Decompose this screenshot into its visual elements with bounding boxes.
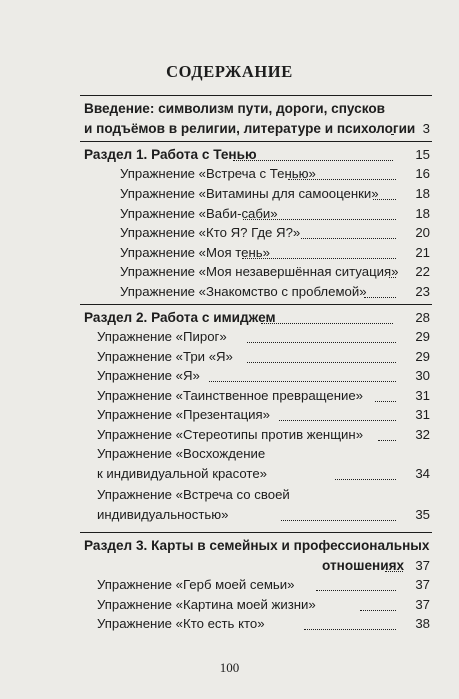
toc-exercise-entry[interactable] [120,184,430,204]
dot-leader [385,571,403,572]
toc-exercise-entry[interactable] [97,614,430,634]
toc-exercise-entry[interactable] [97,327,430,347]
toc-page-number: 18 [415,206,430,221]
dot-leader [279,420,396,421]
toc-exercise-entry[interactable] [120,164,430,184]
dot-leader [378,440,396,441]
section-rule [80,141,432,142]
toc-exercise-entry[interactable] [97,347,430,367]
toc-page-number: 28 [415,310,430,325]
toc-entry-title: Упражнение «Встреча со своей [97,487,290,502]
toc-entry-title: индивидуальностью» [97,507,229,522]
toc-page-number: 18 [415,186,430,201]
toc-page-number: 32 [415,427,430,442]
toc-page-number: 20 [415,225,430,240]
dot-leader [389,277,396,278]
page-title: СОДЕРЖАНИЕ [166,62,293,81]
dot-leader [360,610,396,611]
toc-entry-title: к индивидуальной красоте» [97,466,267,481]
toc-entry-title: Упражнение «Восхождение [97,446,266,461]
toc-exercise-entry[interactable] [97,405,430,425]
toc-exercise-entry[interactable] [97,595,430,615]
dot-leader [373,199,396,200]
dot-leader [288,179,396,180]
toc-page-number: 15 [415,147,430,162]
toc-page-number: 31 [415,388,430,403]
toc-entry-title: Упражнение «Моя тень» [120,245,271,260]
dot-leader [242,258,396,259]
toc-exercise-entry[interactable] [97,366,430,386]
toc-entry-title: и подъёмов в религии, литературе и психологии [84,121,416,136]
toc-page-number: 31 [415,407,430,422]
page-number-footer: 100 [219,660,240,675]
toc-exercise-entry[interactable] [120,223,430,243]
toc-entry-title: Введение: символизм пути, дороги, спусков [84,101,385,116]
toc-exercise-entry[interactable] [120,262,430,282]
toc-entry-title: Упражнение «Я» [97,368,200,383]
dot-leader [375,401,396,402]
dot-leader [301,238,396,239]
toc-page-number: 29 [415,349,430,364]
toc-exercise-entry[interactable] [120,243,430,263]
toc-entry-title: Упражнение «Герб моей семьи» [97,577,295,592]
dot-leader [316,590,396,591]
toc-page-number: 38 [415,616,430,631]
toc-page-number: 34 [415,466,430,481]
toc-exercise-entry[interactable] [97,386,430,406]
toc-entry-title: Раздел 2. Работа с имиджем [84,310,276,325]
toc-page-number: 30 [415,368,430,383]
toc-entry-title: Упражнение «Пирог» [97,329,227,344]
dot-leader [209,381,396,382]
toc-section-entry[interactable] [84,308,430,328]
toc-page-number: 29 [415,329,430,344]
toc-page-number: 37 [415,597,430,612]
toc-entry-title: Упражнение «Кто есть кто» [97,616,265,631]
toc-entry-title: Раздел 3. Карты в семейных и профессиональных [84,538,430,553]
toc-entry-title: Упражнение «Три «Я» [97,349,233,364]
toc-entry-title: Упражнение «Встреча с Тенью» [120,166,316,181]
toc-entry-title: Упражнение «Знакомство с проблемой» [120,284,367,299]
toc-page-number: 23 [415,284,430,299]
toc-entry-title: Упражнение «Моя незавершённая ситуация» [120,264,399,279]
toc-exercise-entry[interactable] [97,575,430,595]
toc-page-number: 37 [415,558,430,573]
toc-exercise-entry[interactable] [120,204,430,224]
section-rule [80,95,432,96]
toc-section-entry[interactable] [84,99,430,139]
dot-leader [281,520,396,521]
toc-entry-title: Упражнение «Картина моей жизни» [97,597,316,612]
dot-leader [243,219,396,220]
toc-exercise-entry[interactable] [97,425,430,445]
dot-leader [335,479,396,480]
toc-entry-title: отношениях [322,558,405,573]
toc-entry-title: Упражнение «Витамины для самооценки» [120,186,379,201]
dot-leader [261,323,393,324]
dot-leader [364,297,396,298]
toc-page-number: 37 [415,577,430,592]
toc-page-number: 16 [415,166,430,181]
toc-entry-title: Упражнение «Таинственное превращение» [97,388,364,403]
toc-entry-title: Раздел 1. Работа с Тенью [84,147,257,162]
toc-entry-title: Упражнение «Ваби-саби» [120,206,278,221]
dot-leader [233,160,393,161]
toc-section-entry[interactable] [84,145,430,165]
dot-leader [304,629,396,630]
toc-exercise-entry[interactable] [97,485,430,525]
dot-leader [247,342,396,343]
toc-entry-title: Упражнение «Стереотипы против женщин» [97,427,364,442]
toc-page-number: 22 [415,264,430,279]
section-rule [80,532,432,533]
toc-section-entry[interactable] [84,536,430,576]
dot-leader [391,134,393,135]
section-rule [80,304,432,305]
toc-exercise-entry[interactable] [120,282,430,302]
toc-page-number: 21 [415,245,430,260]
toc-page-number: 35 [415,507,430,522]
toc-entry-title: Упражнение «Кто Я? Где Я?» [120,225,301,240]
toc-entry-title: Упражнение «Презентация» [97,407,271,422]
dot-leader [247,362,396,363]
toc-exercise-entry[interactable] [97,444,430,484]
toc-page-number: 3 [422,121,430,136]
